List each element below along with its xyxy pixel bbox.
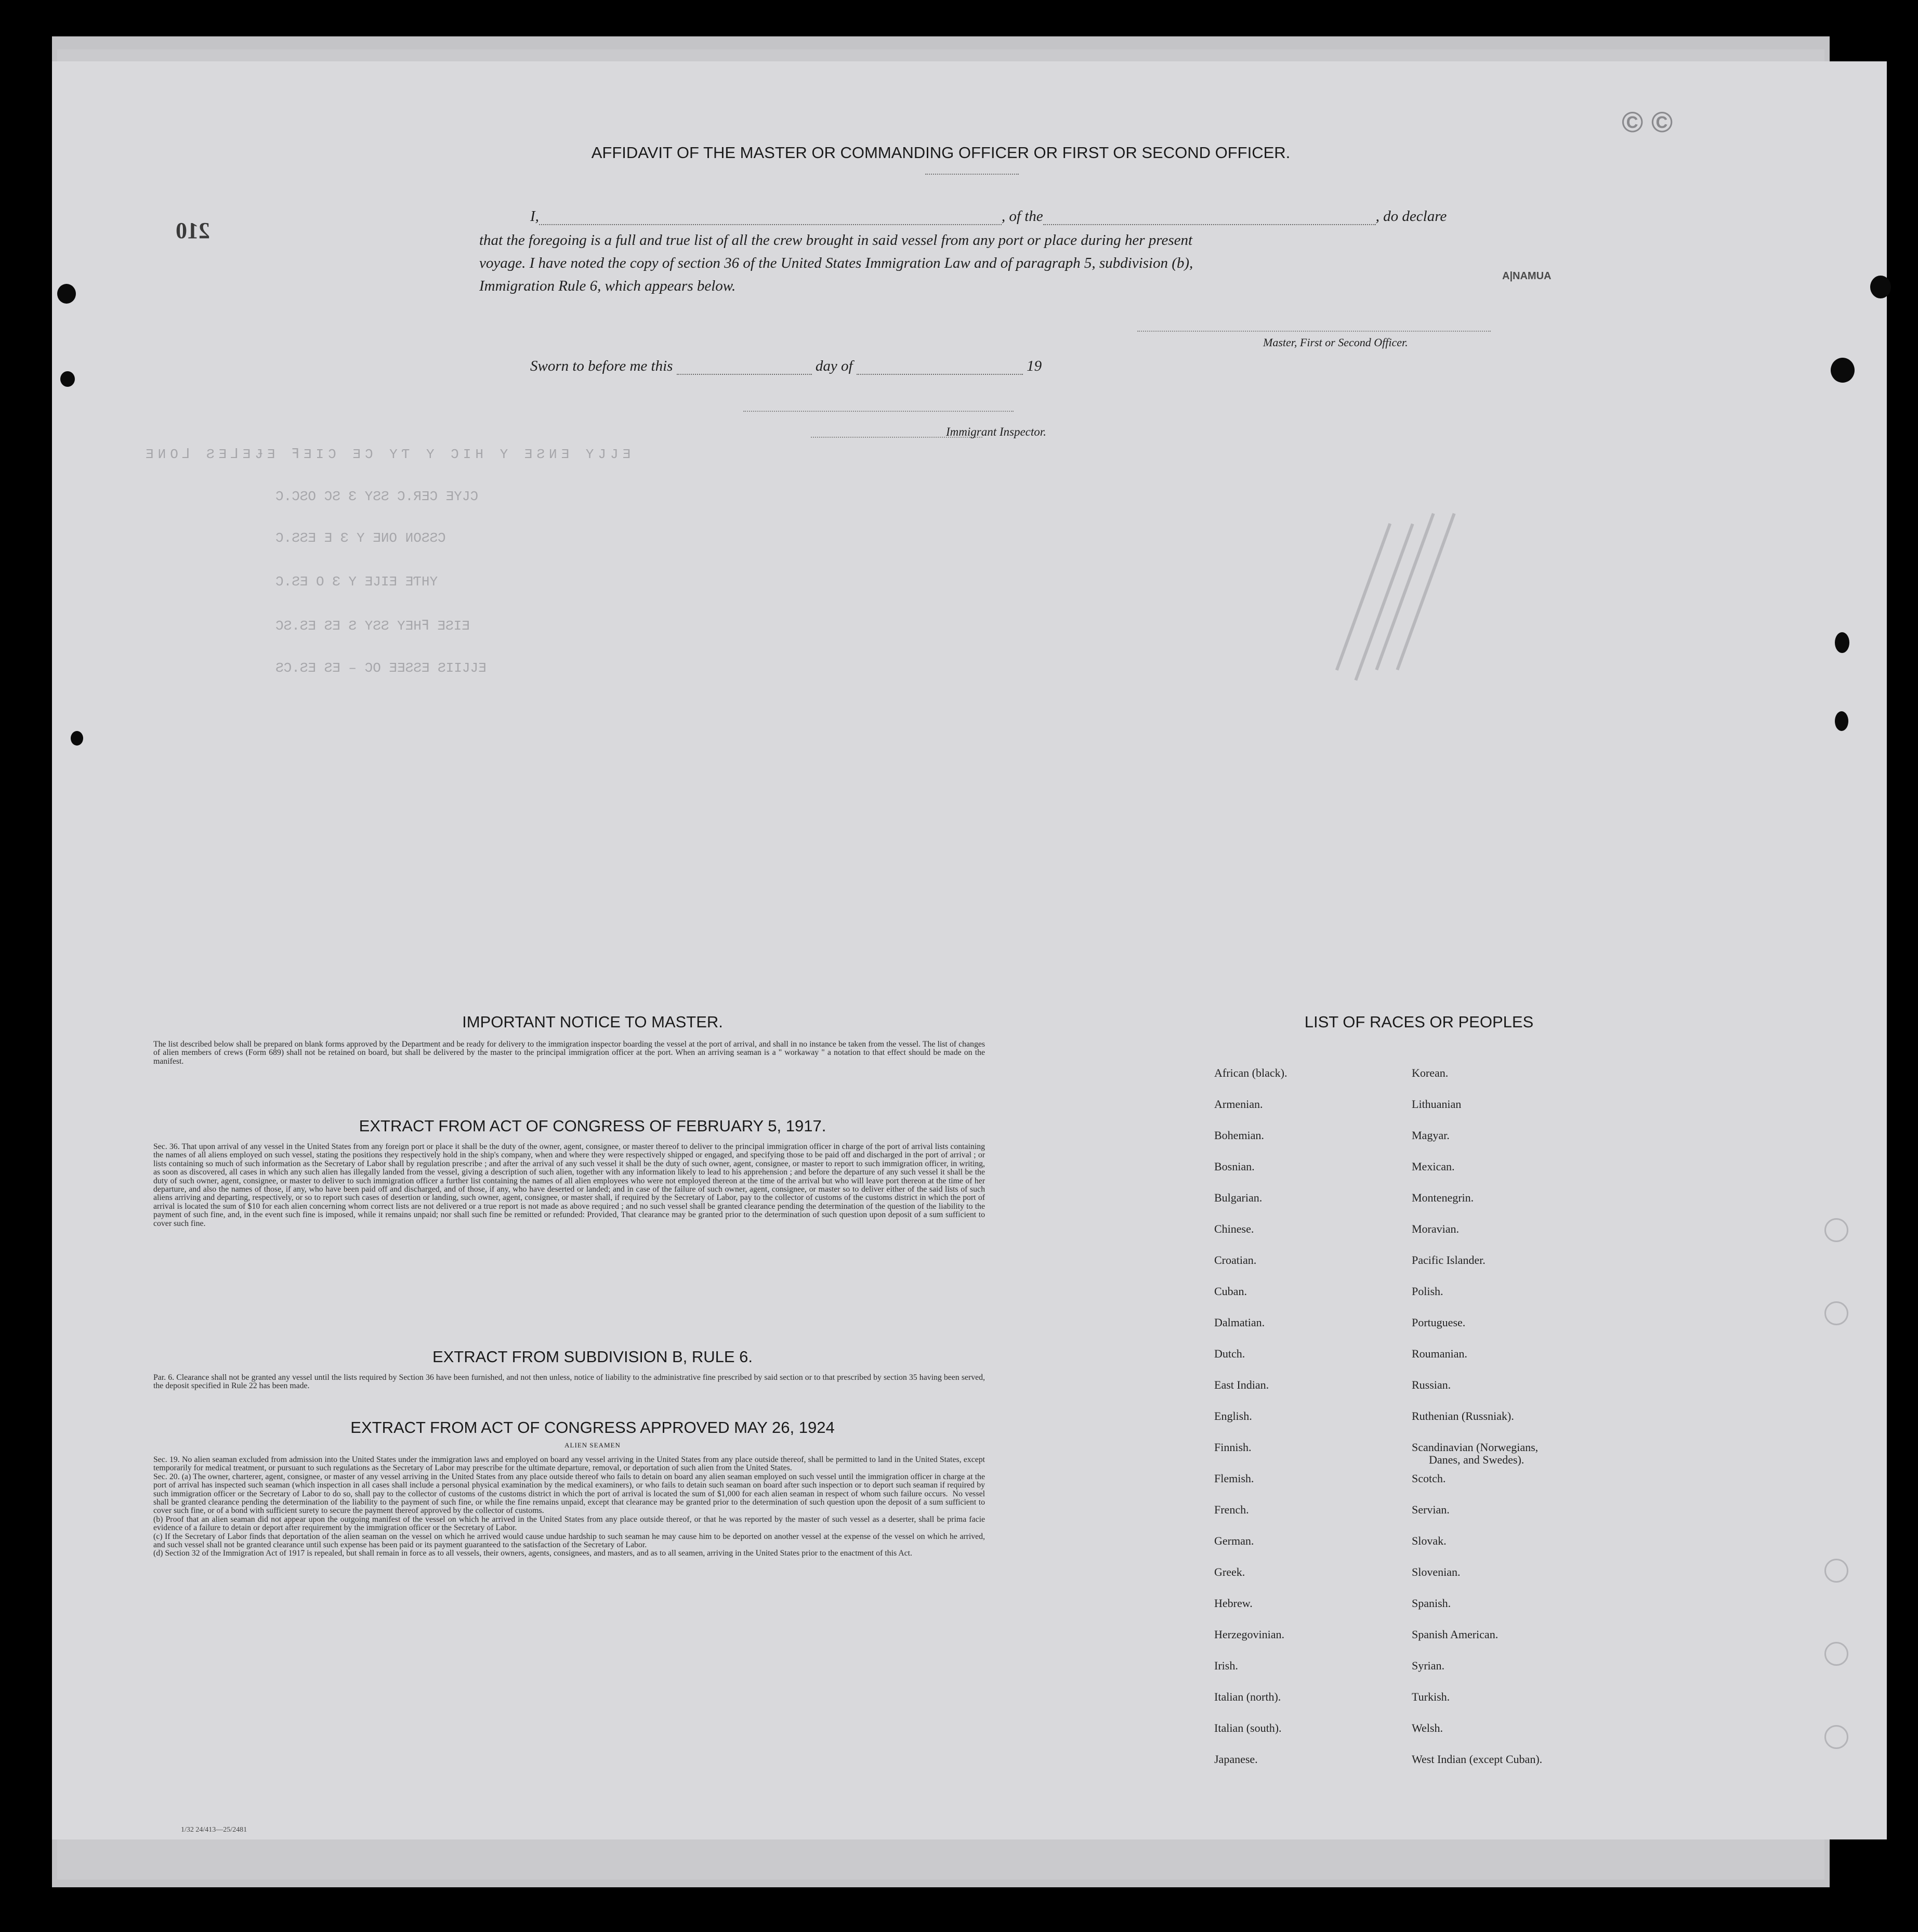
race-item: Flemish. xyxy=(1214,1472,1254,1485)
bleed-through-row-2: Ɔ.ƆƧO ƆƧ Ɛ YƧƧ Ɔ.ЯƎƆ ƎYJƆ xyxy=(275,489,479,504)
bleed-through-row-6: ƧƆ.ƧƎ ƧƎ – ƆO ƎƎƧƧƎ ƧIIJJƎ xyxy=(275,660,487,676)
race-item: Dutch. xyxy=(1214,1347,1245,1360)
race-item: Scandinavian (Norwegians, Danes, and Swedes). xyxy=(1412,1441,1539,1466)
faint-hole-ring-5 xyxy=(1824,1725,1848,1749)
punch-hole-right-2 xyxy=(1831,358,1855,383)
extract-1924-text: Sec. 19. No alien seaman excluded from admission into the United States under the immigration laws and employed on board any vessel arriving in the United States from any place outside thereof, shall be permitted to land in the United States, except temporarily for medical treatment, or pursuant to such regulations as the Secretary of Labor may prescribe for the ultimate departure, removal, or deportation of such alien from the United States. Sec. 20. (a) The owner, charterer, agent, consignee, or master of any vessel arriving in the United States from any place outside thereof who fails to detain on board any alien seaman employed on such vessel until the immigration officer in charge at the port of arrival has inspected such seaman (which inspection in all cases shall include a personal physical examination by the medical examiners), or who fails to detain such seaman on board after such inspection or to deport such seaman if required by such immigration officer or the Secretary of Labor to do so, shall pay to the collector of customs of the customs district in which the port of arrival is located the sum of $1,000 for each alien seaman in respect of whom such failure occurs. No vessel shall be granted clearance pending the determination of the liability to the payment of such fine, or while the fine remains unpaid, except that clearance may be granted prior to the determination of such question upon the deposit of a sum sufficient to cover such fine, or of a bond with sufficient surety to secure the payment thereof approved by the collector of customs. (b) Proof that an alien seaman did not appear upon the outgoing manifest of the vessel on which he arrived in the United States from any place outside thereof, or that he was reported by the master of such vessel as a deserter, shall be prima facie evidence of a failure to detain or deport after requirement by the immigration officer or the Secretary of Labor. (c) If the Secretary of Labor finds that deportation of the alien seaman on the vessel on which he arrived would cause undue hardship to such seaman he may cause him to be deported on another vessel at the expense of the vessel on which he arrived, and such vessel shall not be granted clearance until such expense has been paid or its payment guaranteed to the satisfaction of the Secretary of Labor. (d) Section 32 of the Immigration Act of 1917 is repealed, but shall remain in force as to all vessels, their owners, agents, consignees, and masters, and as to all seamen, arriving in the United States prior to the enactment of this Act. xyxy=(153,1455,985,1558)
race-item: Croatian. xyxy=(1214,1254,1257,1267)
corner-mark: © © xyxy=(1622,106,1673,138)
race-item: Scotch. xyxy=(1412,1472,1446,1485)
race-item: Italian (north). xyxy=(1214,1690,1281,1703)
race-item: Turkish. xyxy=(1412,1690,1450,1703)
race-item: Cuban. xyxy=(1214,1285,1247,1298)
race-item: Greek. xyxy=(1214,1565,1245,1578)
extract-1917-title: EXTRACT FROM ACT OF CONGRESS OF FEBRUARY 5, 1917. xyxy=(359,1117,826,1135)
races-title: LIST OF RACES OR PEOPLES xyxy=(1304,1013,1534,1031)
master-name-blank[interactable] xyxy=(539,208,1002,225)
signature-line[interactable] xyxy=(1137,331,1491,332)
affidavit-title-rule xyxy=(925,174,1019,175)
race-item: African (black). xyxy=(1214,1066,1288,1079)
race-item: Japanese. xyxy=(1214,1753,1258,1766)
race-item: English. xyxy=(1214,1409,1252,1422)
punch-hole-right-3 xyxy=(1835,632,1849,653)
race-item: Ruthenian (Russniak). xyxy=(1412,1409,1514,1422)
race-item: Dalmatian. xyxy=(1214,1316,1265,1329)
race-item: Syrian. xyxy=(1412,1659,1444,1672)
races-right-column xyxy=(1412,1067,1542,1784)
stamp: A|NAMUA xyxy=(1502,270,1552,282)
race-item: Roumanian. xyxy=(1412,1347,1467,1360)
bleed-through-row-3: Ɔ.ƧƧƎ Ǝ Ɛ Y ƎИO ИOƧƧƆ xyxy=(275,530,446,546)
affidavit-line-1: I, , of the , do declare xyxy=(530,208,1447,225)
race-item: Hebrew. xyxy=(1214,1597,1253,1610)
affidavit-line-4: Immigration Rule 6, which appears below. xyxy=(479,278,736,294)
check-mark-2 xyxy=(1354,524,1414,681)
race-item: Irish. xyxy=(1214,1659,1238,1672)
affidavit-line-3: voyage. I have noted the copy of section 36 of the United States Immigration Law and of paragraph 5, subdivision (b), xyxy=(479,255,1193,271)
punch-hole-right-1 xyxy=(1870,276,1891,298)
race-item: Portuguese. xyxy=(1412,1316,1466,1329)
witness-line[interactable] xyxy=(743,411,1014,412)
race-item: West Indian (except Cuban). xyxy=(1412,1753,1543,1766)
extract-rule6-text: Par. 6. Clearance shall not be granted any vessel until the lists required by Section 36 have been furnished, and not then unless, notice of liability to the administrative fine prescribed by said section or to that prescribed by section 35 having been served, the deposit specified in Rule 22 has been made. xyxy=(153,1373,985,1391)
race-item: German. xyxy=(1214,1534,1254,1547)
manifest-sheet xyxy=(52,61,1887,1839)
bleed-through-row-5: ƆƧ.ƧƎ ƧƎ Ƨ YƧƧ YƎHꟻ ƎƧIƎ xyxy=(275,618,470,634)
punch-hole-left-3 xyxy=(71,731,83,746)
faint-hole-ring-1 xyxy=(1824,1218,1848,1242)
punch-hole-left-1 xyxy=(57,284,76,304)
affidavit-title: AFFIDAVIT OF THE MASTER OR COMMANDING OFFICER OR FIRST OR SECOND OFFICER. xyxy=(591,143,1291,162)
race-item: Spanish. xyxy=(1412,1597,1451,1610)
punch-hole-left-2 xyxy=(60,371,75,387)
inspector-caption: Immigrant Inspector. xyxy=(946,425,1046,438)
race-item: Spanish American. xyxy=(1412,1628,1499,1641)
race-item: Korean. xyxy=(1412,1066,1449,1079)
notice-text: The list described below shall be prepared on blank forms approved by the Department and be ready for delivery to the immigration inspector boarding the vessel at the port of arrival, and shall in no instance be taken from the vessel. The list of changes of alien members of crews (Form 689) shall not be retained on board, but shall be delivered by the master to the principal immigration officer at the port. When an arriving seaman is a " workaway " a notation to that effect should be made on the manifest. xyxy=(153,1040,985,1066)
affidavit-line-2: that the foregoing is a full and true list of all the crew brought in said vessel from any port or place during her present xyxy=(479,232,1193,249)
vessel-name-blank[interactable] xyxy=(1043,208,1376,225)
notice-title: IMPORTANT NOTICE TO MASTER. xyxy=(462,1013,723,1031)
sworn-month-blank[interactable] xyxy=(857,358,1023,375)
race-item: Magyar. xyxy=(1412,1129,1450,1142)
race-item: Bosnian. xyxy=(1214,1160,1255,1173)
race-item: Armenian. xyxy=(1214,1098,1263,1111)
race-item: Slovak. xyxy=(1412,1534,1447,1547)
race-item: Chinese. xyxy=(1214,1222,1254,1235)
race-item: Bohemian. xyxy=(1214,1129,1264,1142)
race-item: Slovenian. xyxy=(1412,1565,1461,1578)
sworn-line: Sworn to before me this day of 19 xyxy=(530,358,1042,374)
faint-hole-ring-4 xyxy=(1824,1642,1848,1666)
signature-caption: Master, First or Second Officer. xyxy=(1263,336,1408,349)
extract-1924-title: EXTRACT FROM ACT OF CONGRESS APPROVED MAY 26, 1924 xyxy=(350,1418,835,1437)
race-item: Bulgarian. xyxy=(1214,1191,1263,1204)
faint-hole-ring-2 xyxy=(1824,1301,1848,1325)
race-item: Herzegovinian. xyxy=(1214,1628,1284,1641)
race-item: Italian (south). xyxy=(1214,1721,1282,1734)
mirrored-page-number: 210 xyxy=(176,218,210,243)
sworn-day-blank[interactable] xyxy=(677,358,812,375)
race-item: East Indian. xyxy=(1214,1378,1269,1391)
extract-rule6-title: EXTRACT FROM SUBDIVISION B, RULE 6. xyxy=(432,1348,753,1366)
race-item: Lithuanian xyxy=(1412,1098,1462,1111)
extract-1917-text: Sec. 36. That upon arrival of any vessel in the United States from any foreign port or place it shall be the duty of the owner, agent, consignee, or master thereof to deliver to the principal immigration officer in charge of the port of arrival lists containing the names of all aliens employed on such vessel, stating the positions they respectively hold in the ship's company, when and where they were respectively shipped or engaged, and specifying those to be paid off and discharged in the port of arrival ; or lists containing so much of such information as the Secretary of Labor shall by regulation prescribe ; and after the arrival of any such vessel it shall be the duty of such owner, agent, consignee, or master to report to such immigration officer, in writing, as soon as discovered, all cases in which any such alien has illegally landed from the vessel, giving a description of such alien, together with any information likely to lead to his apprehension ; and before the departure of any such vessel it shall be the duty of such owner, agent, consignee, or master to deliver to such immigration officer a further list containing the names of all alien employees who were not employed thereon at the time of the arrival but who will leave port thereon at the time of her departure, and also the names of those, if any, who have been paid off and discharged, and of those, if any, who have deserted or landed; and in case of the failure of such owner, agent, consignee, or master so to deliver either of the said lists of such aliens arriving and departing, respectively, or so to report such cases of desertion or landing, such owner, agent, consignee, or master shall, if required by the Secretary of Labor, pay to the collector of customs of the customs district in which the port of arrival is located the sum of $10 for each alien concerning whom correct lists are not delivered or a true report is not made as above required ; and no such vessel shall be granted clearance pending the determination of the question of the liability to the payment of such fine, and, in the event such fine is imposed, while it remains unpaid; nor shall such fine be remitted or refunded: Provided, That clearance may be granted prior to the determination of such question upon deposit of a sum sufficient to cover such fine. xyxy=(153,1142,985,1228)
punch-hole-right-4 xyxy=(1835,711,1848,731)
race-item: Montenegrin. xyxy=(1412,1191,1474,1204)
extract-1924-subtitle: ALIEN SEAMEN xyxy=(564,1441,621,1449)
races-left-column xyxy=(1214,1067,1287,1784)
race-item: French. xyxy=(1214,1503,1249,1516)
footer-code: 1/32 24/413—25/2481 xyxy=(181,1826,247,1834)
bleed-through-row-4: Ɔ.ƧƎ O Ɛ Y ƎJIƎ ƎƬHY xyxy=(275,574,438,590)
race-item: Pacific Islander. xyxy=(1412,1254,1486,1267)
race-item: Welsh. xyxy=(1412,1721,1443,1734)
race-item: Moravian. xyxy=(1412,1222,1460,1235)
race-item: Servian. xyxy=(1412,1503,1450,1516)
race-item: Finnish. xyxy=(1214,1441,1252,1454)
race-item: Russian. xyxy=(1412,1378,1451,1391)
race-item: Polish. xyxy=(1412,1285,1443,1298)
race-item: Mexican. xyxy=(1412,1160,1455,1173)
faint-hole-ring-3 xyxy=(1824,1559,1848,1583)
bleed-through-row-1: ƎИO⅃ ƧƎ⅃ƎɈƎ ꟻƎIƆ ƎƆ YƬ Y ƆIH Y ƎƧИƎ YJJƎ xyxy=(146,447,635,462)
